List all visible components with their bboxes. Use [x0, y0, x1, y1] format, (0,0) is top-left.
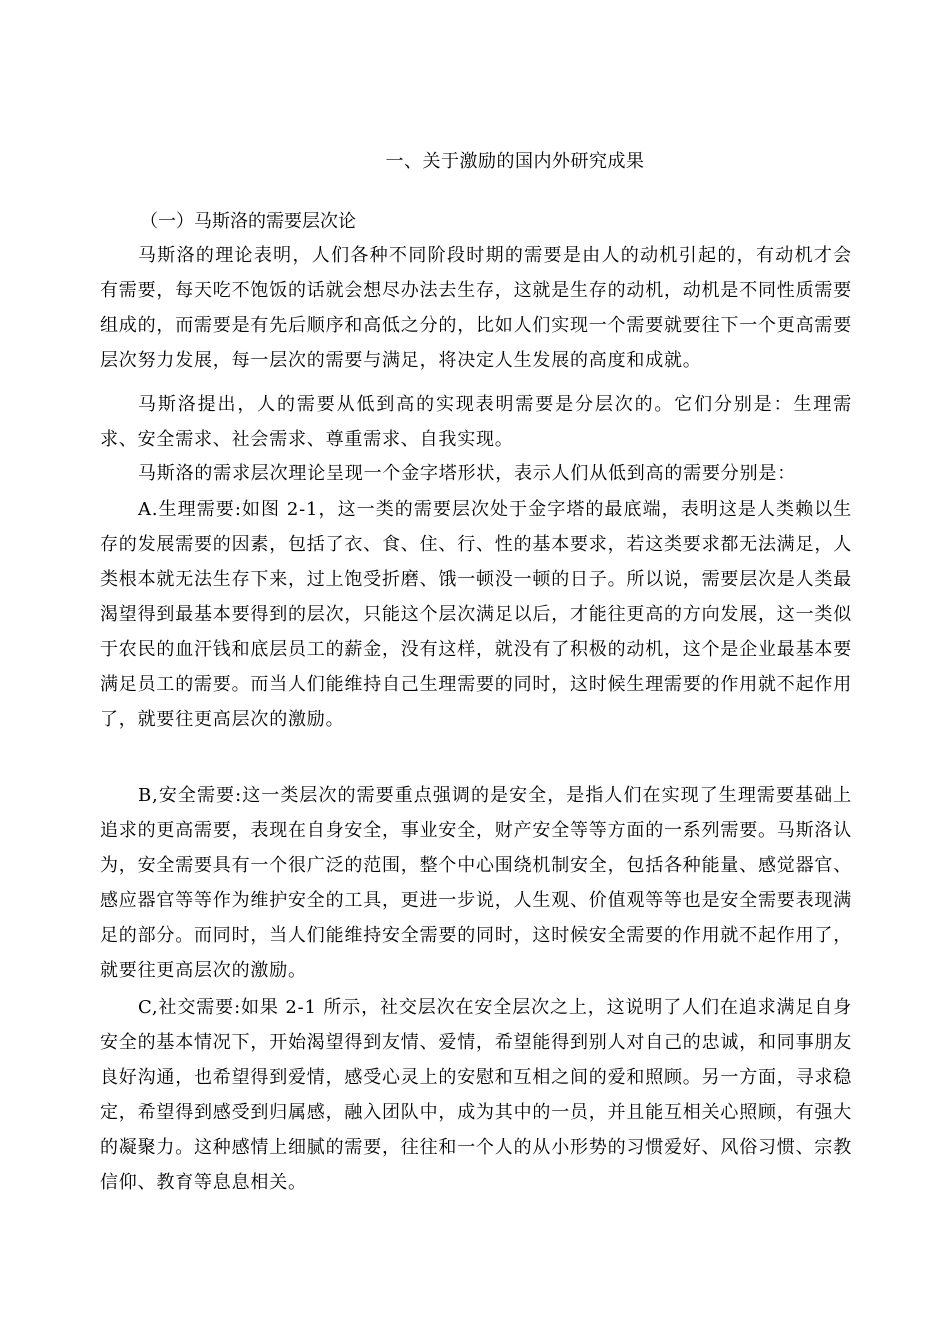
paragraph-social: C,社交需要:如果 2-1 所示，社交层次在安全层次之上，这说明了人们在追求满足自身安全的基本情况下，开始渴望得到友情、爱情，希望能得到别人对自己的忠诚，和同事朋友良好沟通，也希望得到爱情，感受心灵上的安慰和互相之间的爱和照顾。另一方面，寻求稳定，希望得到感受到归属感，融入团队中，成为其中的一员，并且能互相关心照顾，有强大的凝聚力。这种感情上细腻的需要，往往和一个人的从小形势的习惯爱好、风俗习惯、宗教信仰、教育等息息相关。	[100, 997, 852, 1193]
section-heading: 一、关于激励的国内外研究成果	[385, 151, 645, 172]
paragraph-levels: 马斯洛提出，人的需要从低到高的实现表明需要是分层次的。它们分别是：生理需求、安全需求、社会需求、尊重需求、自我实现。	[100, 394, 852, 450]
paragraph-physiological: A.生理需要:如图 2-1，这一类的需要层次处于金字塔的最底端，表明这是人类赖以生存的发展需要的因素，包括了衣、食、住、行、性的基本要求，若这类要求都无法满足，人类根本就无法生存下来，过上饱受折磨、饿一顿没一顿的日子。所以说，需要层次是人类最渴望得到最基本要得到的层次，只能这个层次满足以后，才能往更高的方向发展，这一类似于农民的血汗钱和底层员工的薪金，没有这样，就没有了积极的动机，这个是企业最基本要满足员工的需要。而当人们能维持自己生理需要的同时，这时候生理需要的作用就不起作用了，就要往更高层次的激励。	[100, 499, 852, 730]
paragraph-safety: B,安全需要:这一类层次的需要重点强调的是安全，是指人们在实现了生理需要基础上追求的更高需要，表现在自身安全，事业安全，财产安全等等方面的一系列需要。马斯洛认为，安全需要具有一个很广泛的范围，整个中心围绕机制安全，包括各种能量、感觉器官、感应器官等等作为维护安全的工具，更进一步说，人生观、价值观等等也是安全需要表现满足的部分。而同时，当人们能维持安全需要的同时，这时候安全需要的作用就不起作用了，就要往更高层次的激励。	[100, 785, 852, 981]
paragraph-pyramid: 马斯洛的需求层次理论呈现一个金字塔形状，表示人们从低到高的需要分别是：	[138, 463, 796, 484]
subsection-heading: （一）马斯洛的需要层次论	[140, 211, 356, 232]
paragraph-intro: 马斯洛的理论表明，人们各种不同阶段时期的需要是由人的动机引起的，有动机才会有需要，每天吃不饱饭的话就会想尽办法去生存，这就是生存的动机，动机是不同性质需要组成的，而需要是有先后顺序和高低之分的，比如人们实现一个需要就要往下一个更高需要层次努力发展，每一层次的需要与满足，将决定人生发展的高度和成就。	[100, 245, 852, 371]
